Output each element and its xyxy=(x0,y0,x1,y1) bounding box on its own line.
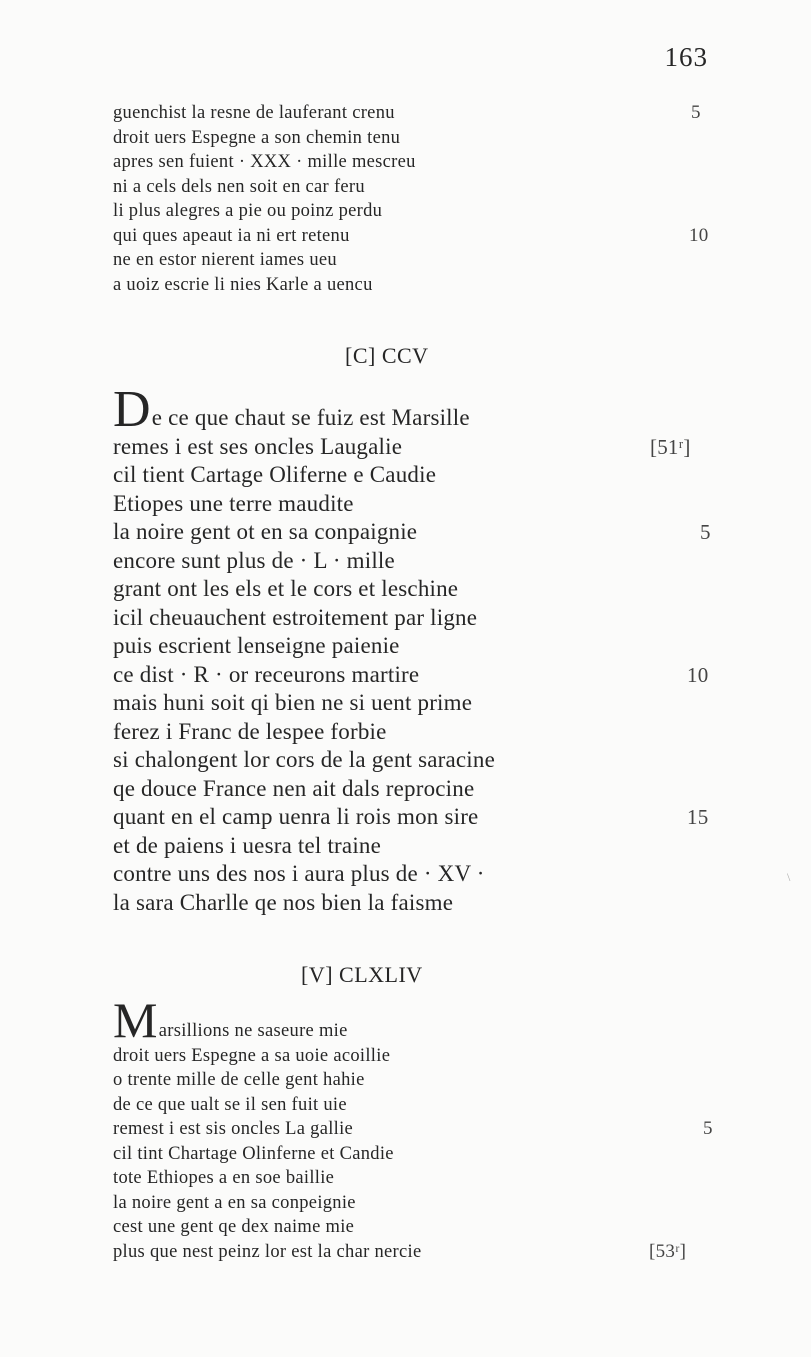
verse-line: droit uers Espegne a sa uoie acoillie xyxy=(113,1045,391,1066)
verse-line: ferez i Franc de lespee forbie xyxy=(113,718,387,744)
verse-line: ne en estor nierent iames ueu xyxy=(113,250,337,270)
verse-line: cest une gent qe dex naime mie xyxy=(113,1217,355,1237)
verse-line: cil tint Chartage Olinferne et Candie xyxy=(113,1143,394,1164)
verse-line: qui ques apeaut ia ni ert retenu 10 xyxy=(113,224,416,249)
verse-line: la noire gent ot en sa conpaignie 5 xyxy=(113,518,495,547)
verse-line: li plus alegres a pie ou poinz perdu xyxy=(113,201,383,221)
verse-line: De ce que chaut se fuiz est Marsille xyxy=(113,381,470,438)
drop-cap: D xyxy=(113,381,151,438)
verse-block-1 xyxy=(113,101,709,297)
verse-line: tote Ethiopes a en soe baillie xyxy=(113,1168,335,1188)
print-mark: \ xyxy=(787,870,791,884)
verse-line: cil tient Cartage Oliferne e Caudie xyxy=(113,462,437,487)
verse-block-3 xyxy=(113,992,713,1264)
section-heading: [V] CLXLIV xyxy=(301,962,423,987)
verse-line: et de paiens i uesra tel traine xyxy=(113,832,382,858)
line-number: 5 xyxy=(691,102,701,123)
verse-block-2 xyxy=(113,381,711,917)
verse-line: de ce que ualt se il sen fuit uie xyxy=(113,1094,347,1115)
verse-line: contre uns des nos i aura plus de · XV · xyxy=(113,861,485,886)
line-number: 15 xyxy=(687,805,709,829)
line-number: 10 xyxy=(687,662,709,687)
verse-line: grant ont les els et le cors et leschine xyxy=(113,576,459,601)
verse-line: la noire gent a en sa conpeignie xyxy=(113,1192,356,1213)
page-number: 163 xyxy=(664,42,708,72)
verse-line: qe douce France nen ait dals reprocine xyxy=(113,775,475,801)
verse-line: a uoiz escrie li nies Karle a uencu xyxy=(113,274,373,295)
line-number: 5 xyxy=(700,520,711,544)
line-number: 5 xyxy=(703,1118,713,1139)
verse-line: guenchist la resne de lauferant crenu 5 xyxy=(113,101,416,126)
verse-line: Etiopes une terre maudite xyxy=(113,490,354,516)
verse-line: apres sen fuient · XXX · mille mescreu xyxy=(113,152,416,172)
verse-line: icil cheuauchent estroitement par ligne xyxy=(113,604,478,630)
verse-line: remes i est ses oncles Laugalie [51ʳ] xyxy=(113,433,495,462)
folio-ref: [51ʳ] xyxy=(650,434,691,459)
verse-line: Marsillions ne saseure mie xyxy=(113,992,348,1048)
verse-line: puis escrient lenseigne paienie xyxy=(113,633,400,658)
verse-line: la sara Charlle qe nos bien la faisme xyxy=(113,889,454,915)
line-number: 10 xyxy=(689,224,709,246)
verse-line: si chalongent lor cors de la gent saracine xyxy=(113,747,496,772)
verse-line: plus que nest peinz lor est la char nercie [53ʳ] xyxy=(113,1240,421,1265)
verse-line: mais huni soit qi bien ne si uent prime xyxy=(113,690,473,715)
verse-line: encore sunt plus de · L · mille xyxy=(113,547,395,573)
drop-cap: M xyxy=(113,992,158,1048)
section-heading: [C] CCV xyxy=(345,343,429,368)
verse-line: ni a cels dels nen soit en car feru xyxy=(113,176,365,197)
verse-line: droit uers Espegne a son chemin tenu xyxy=(113,127,401,148)
verse-line: ce dist · R · or receurons martire 10 xyxy=(113,661,495,690)
folio-ref: [53ʳ] xyxy=(649,1240,687,1262)
verse-line: quant en el camp uenra li rois mon sire 15 xyxy=(113,803,495,832)
verse-line: o trente mille de celle gent hahie xyxy=(113,1070,365,1090)
verse-line: remest i est sis oncles La gallie 5 xyxy=(113,1117,421,1142)
